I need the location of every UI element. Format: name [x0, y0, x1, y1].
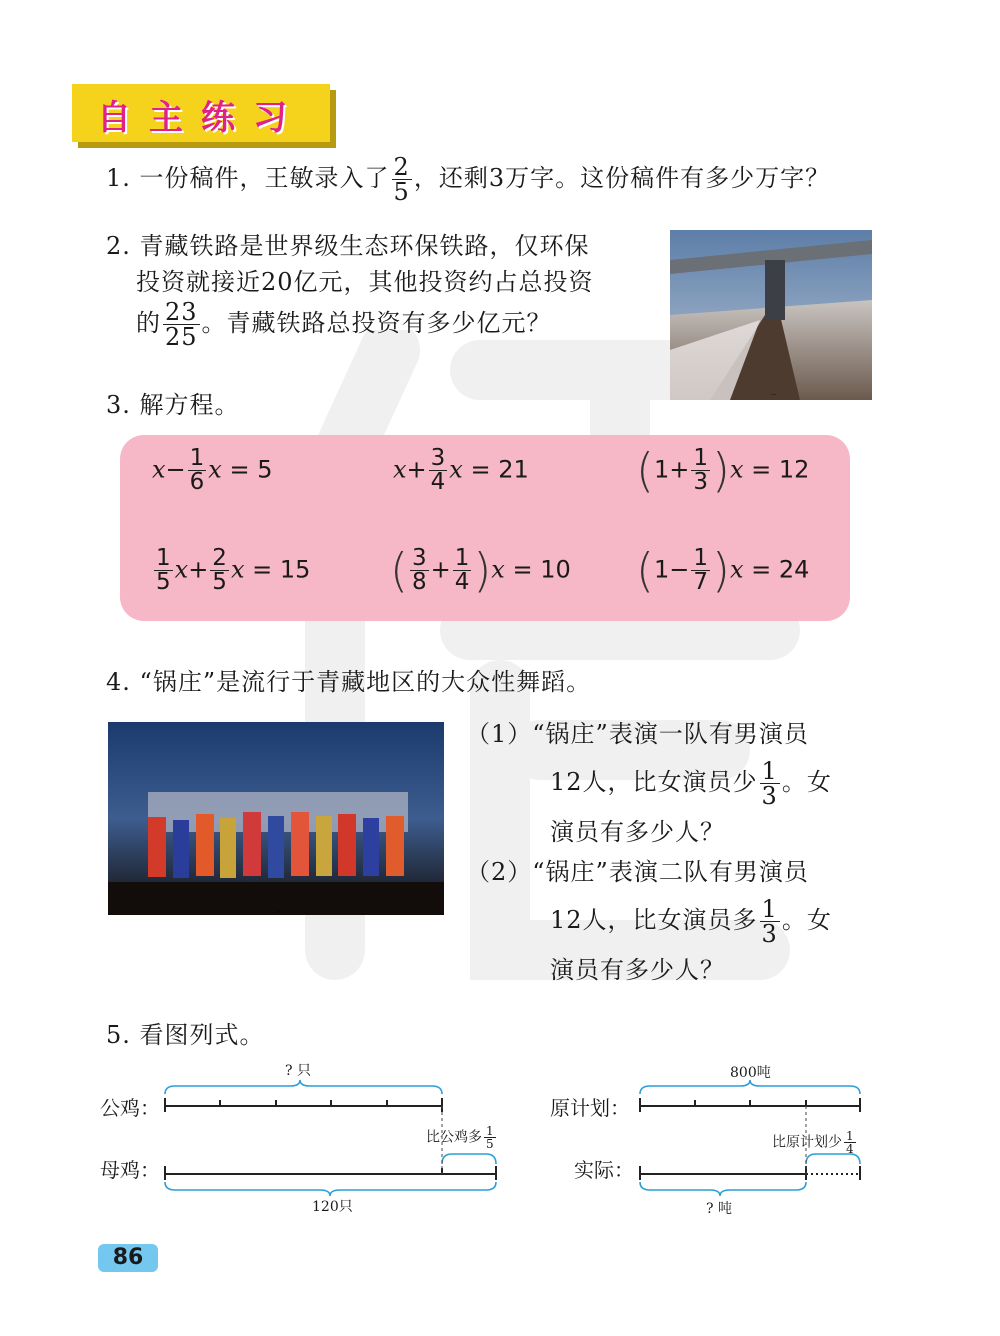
equation-2: x+ $\frac{3}{4}$ x = 21: [393, 445, 529, 495]
left-line-diagram: [150, 1080, 510, 1200]
page-number: 86: [98, 1244, 158, 1272]
plan-label: 原计划：: [550, 1096, 630, 1120]
question-number: 4.: [106, 668, 131, 696]
section-header: [72, 84, 330, 142]
question-3: 3. 解方程。: [106, 391, 240, 419]
equation-6: (1− $\frac{1}{7}$ )x = 24: [636, 543, 810, 598]
equation-1: x− $\frac{1}{6}$ x = 5: [152, 445, 273, 495]
question-4: 4. “锅庄”是流行于青藏地区的大众性舞蹈。: [106, 668, 592, 696]
right-line-diagram: [630, 1080, 880, 1200]
actual-label: 实际：: [574, 1158, 634, 1182]
svg-text:锅庄舞蹈照片: 锅庄舞蹈照片: [276, 912, 282, 913]
hen-note: 比公鸡多 $\frac{1}{5}$: [426, 1124, 494, 1151]
dance-photo: [108, 722, 444, 915]
question-2: 2. 青藏铁路是世界级生态环保铁路，仅环保 投资就接近20亿元，其他投资约占总投资 的 $\frac{23}{25}$ 。青藏铁路总投资有多少亿元？: [106, 232, 594, 351]
equation-4: $\frac{1}{5}$ x+ $\frac{2}{5}$ x = 15: [156, 545, 311, 595]
question-number: 1.: [106, 164, 131, 192]
question-1: 1. 一份稿件，王敏录入了 $\frac{2}{5}$ ，还剩3万字。这份稿件有多少万字？: [106, 153, 831, 206]
actual-note: 比原计划少 $\frac{1}{4}$: [772, 1129, 854, 1156]
equation-3: (1+ $\frac{1}{3}$ )x = 12: [636, 443, 810, 498]
rooster-label: 公鸡：: [100, 1096, 160, 1120]
question-4-part-1: （1）“锅庄”表演一队有男演员 12人，比女演员少 $\frac{1}{3}$ 。女 演员有多少人？: [466, 720, 832, 846]
question-4-part-2: （2）“锅庄”表演二队有男演员 12人，比女演员多 $\frac{1}{3}$ 。女 演员有多少人？: [466, 858, 832, 984]
equation-5: ( $\frac{3}{8}$ + $\frac{1}{4}$ )x = 10: [390, 543, 571, 598]
rooster-unknown-label: ? 只: [285, 1063, 311, 1079]
section-title: 自主练习: [97, 98, 305, 138]
fraction: $\frac{2}{5}$: [393, 153, 410, 206]
actual-unknown-label: ? 吨: [706, 1201, 732, 1217]
hen-total-label: 120只: [312, 1199, 353, 1215]
question-5: 5. 看图列式。: [106, 1021, 265, 1049]
question-number: 2.: [106, 232, 131, 260]
question-number: 5.: [106, 1021, 131, 1049]
plan-total-label: 800吨: [730, 1065, 771, 1081]
svg-text:青藏铁路照片: 青藏铁路照片: [771, 395, 777, 396]
railway-photo: [670, 230, 872, 400]
question-number: 3.: [106, 391, 131, 419]
hen-label: 母鸡：: [100, 1158, 160, 1182]
